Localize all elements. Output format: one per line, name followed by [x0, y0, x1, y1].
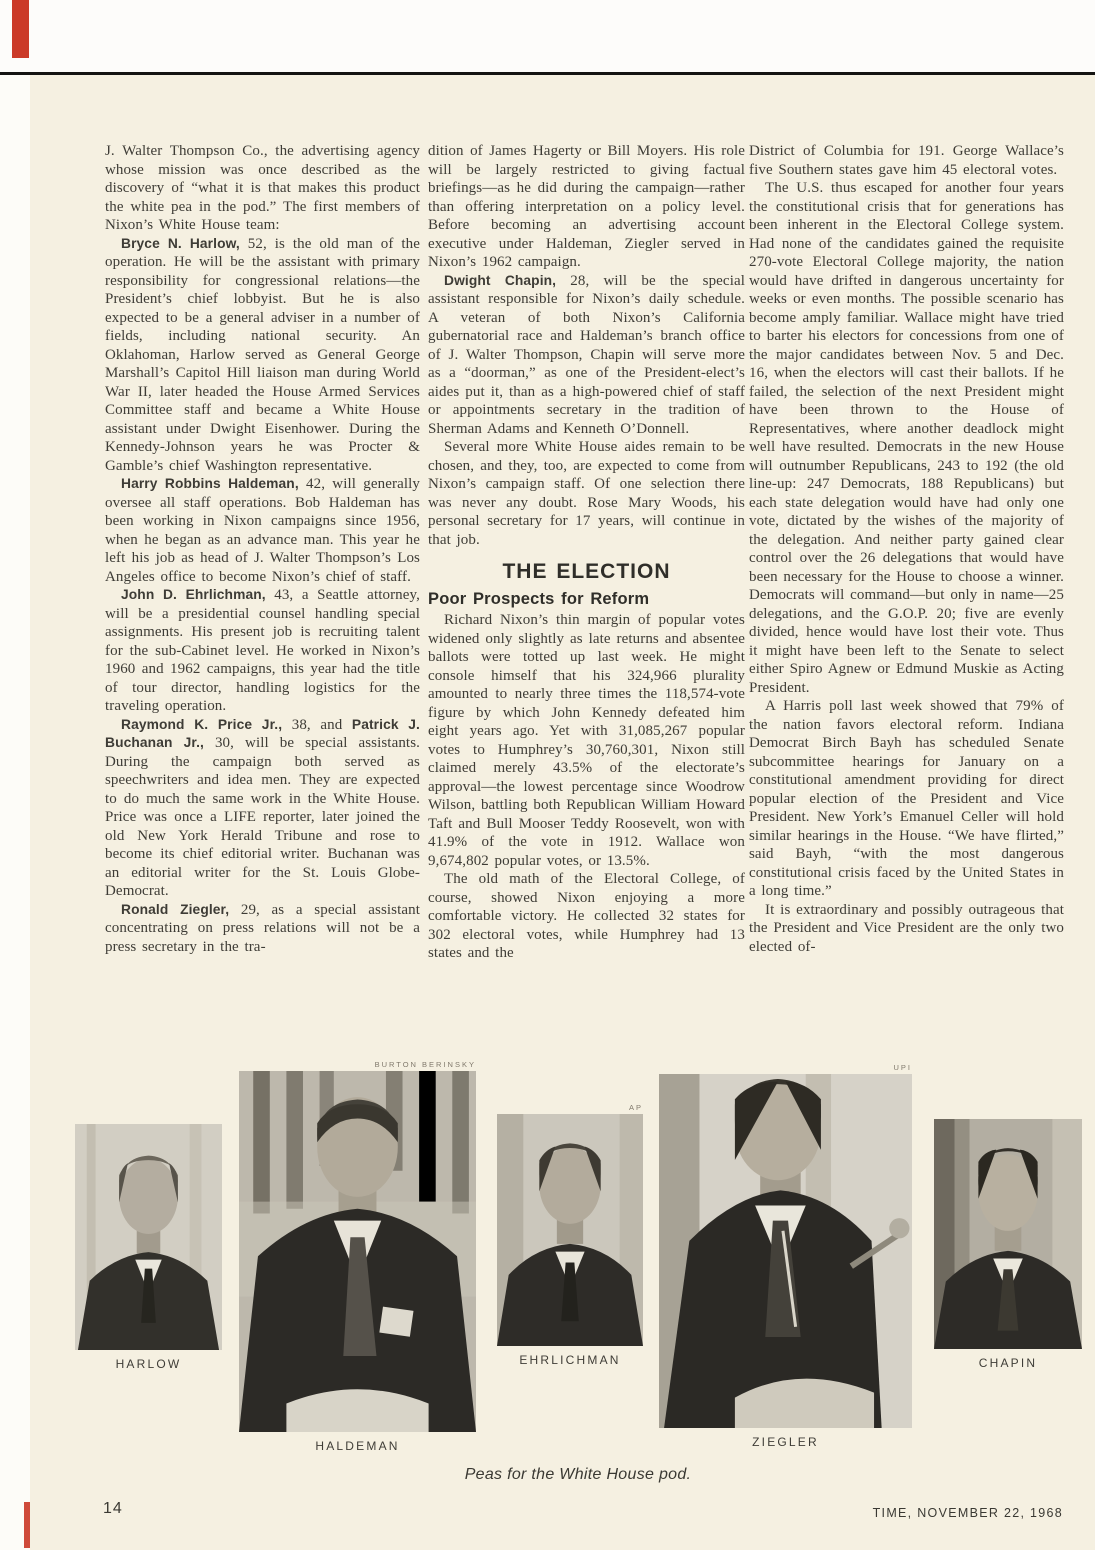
article-column-2 — [428, 142, 745, 1090]
article-paragraph: J. Walter Thompson Co., the advertising agency whose mission was once described as the discovery of “what it is that makes this product the white pea in the pod.” The first members of Nixon’s White House team: — [105, 143, 420, 233]
section-heading: THE ELECTION — [502, 560, 671, 583]
article-paragraph: Dwight Chapin, 28, will be the special assistant responsible for Nixon’s daily schedule. A veteran of both Nixon’s California gubernatorial race and Haldeman’s branch office of J. Walter Thompson, Chapin will serve more as a “doorman,” as one of the President-elect’s aides put it, than as a high-powered chief of staff or appointments secretary in the tradition of Sherman Adams and Kenneth O’Donnell. — [428, 272, 745, 437]
photo-caption-chapin: CHAPIN — [978, 1356, 1038, 1370]
photo-group-caption: Peas for the White House pod. — [464, 1466, 692, 1483]
article-paragraph: A Harris poll last week showed that 79% of the nation favors electoral reform. Indiana Democrat Birch Bayh has scheduled Senate subcommittee hearings for January on a constitutional amendment providing for direct popular election of the President and Vice President. New York’s Emanuel Celler will hold similar hearings in the House. “We have flirted,” said Bayh, “with the most dangerous constitutional crisis faced by the United States in a long time.” — [749, 698, 1064, 899]
harlow-photo — [75, 1124, 222, 1371]
photo-caption-ehrlichman: EHRLICHMAN — [519, 1353, 621, 1367]
photo-credit-ziegler: UPI — [893, 1063, 912, 1072]
haldeman-portrait-illustration — [239, 1071, 476, 1432]
section-subheading: Poor Prospects for Reform — [428, 589, 650, 608]
ehrlichman-photo — [497, 1103, 643, 1367]
chapin-photo — [934, 1119, 1082, 1370]
photo-credit-ehrlichman: AP — [628, 1103, 643, 1112]
article-paragraph: It is extraordinary and possibly outrageous that the President and Vice President are the only two elected of- — [749, 901, 1064, 955]
article-paragraph: Ronald Ziegler, 29, as a special assistant concentrating on press relations will not be a press secretary in the tra- — [105, 901, 420, 955]
footer-magazine-date: TIME, NOVEMBER 22, 1968 — [872, 1506, 1063, 1520]
article-paragraph: The old math of the Electoral College, of course, showed Nixon enjoying a more comfortable victory. He collected 32 states for 302 electoral votes, while Humphrey had 13 states and the — [428, 871, 745, 961]
article-paragraph: Bryce N. Harlow, 52, is the old man of the operation. He will be the assistant with primary responsibility for congressional relations—the President’s chief lobbyist. But he is also expected to be a general adviser in a number of fields, including national security. An Oklahoman, Harlow served as General George Marshall’s Capitol Hill liaison man during World War II, later headed the House Armed Services Committee staff and became a White House assistant under Dwight Eisenhower. During the Kennedy-Johnson years he was Procter & Gamble’s chief Washington representative. — [105, 235, 420, 474]
article-column-1 — [105, 142, 420, 1090]
article-column-3 — [749, 142, 1064, 1090]
ziegler-photo — [659, 1063, 912, 1449]
article-paragraph: The U.S. thus escaped for another four years the constitutional crisis that for generations has been inherent in the Electoral College system. Had none of the candidates gained the requisite 270-vote Electoral College majority, the nation would have drifted in dangerous uncertainty for weeks or even months. The possible scenario has become amply familiar. Wallace might have tried to barter his electors for concessions from one of the major candidates between Nov. 5 and Dec. 16, when the electors will cast their ballots. If he failed, the selection of the next President might have been thrown to the House of Representatives, where another deadlock might well have resulted. Democrats in the new House will outnumber Republicans, 243 to 192 (the old line-up: 247 Democrats, 188 Republicans) but each state delegation would have had only one vote, dictated by the wishes of the majority of the delegation. And neither party gained clear control over the 26 delegations that would have been necessary for the House to choose a winner. Democrats will command—but only in name—25 delegations, and the G.O.P. 20; five are evenly divided, hence would have lost their vote. Thus it might have been left to the Senate to select either Spiro Agnew or Edmund Muskie as Acting President. — [749, 180, 1064, 696]
ehrlichman-portrait-illustration — [497, 1114, 643, 1346]
chapin-portrait-illustration — [934, 1119, 1082, 1349]
article-paragraph: John D. Ehrlichman, 43, a Seattle attorney, will be a presidential counsel handling special assignments. His present job is recruiting talent for the sub-Cabinet level. He worked in Nixon’s 1960 and 1962 campaigns, this year had the title of tour director, handling logistics for the traveling operation. — [105, 587, 420, 714]
article-paragraph: dition of James Hagerty or Bill Moyers. His role will be largely restricted to giving factual briefings—as he did during the campaign—rather than offering interpretation on a policy level. Before becoming an advertising account executive under Haldeman, Ziegler served in Nixon’s 1962 campaign. — [428, 143, 745, 270]
page-number: 14 — [103, 1500, 123, 1517]
article-paragraph: District of Columbia for 191. George Wallace’s five Southern states gave him 45 electoral votes. — [749, 143, 1064, 178]
ziegler-portrait-illustration — [659, 1074, 912, 1428]
photo-credit-haldeman: BURTON BERINSKY — [374, 1060, 476, 1069]
haldeman-photo — [239, 1060, 476, 1453]
photo-caption-haldeman: HALDEMAN — [315, 1439, 400, 1453]
article-paragraph: Several more White House aides remain to be chosen, and they, too, are expected to come from Nixon’s campaign staff. Of one selection there was never any doubt. Rose Mary Woods, his personal secretary for 17 years, will continue in that job. — [428, 439, 745, 548]
article-paragraph: Richard Nixon’s thin margin of popular votes widened only slightly as late returns and absentee ballots were totted up last week. He might console himself that his 324,966 plurality amounted to nearly three times the 118,574-vote figure by which John Kennedy defeated him eight years ago. Yet with 31,085,267 popular votes to Humphrey’s 30,760,301, Nixon still claimed merely 43.5% of the electorate’s approval—the lowest percentage since Woodrow Wilson, battling both Republican William Howard Taft and Bull Mooser Teddy Roosevelt, won with 41.9% of the vote in 1912. Wallace won 9,674,802 popular votes, or 13.5%. — [428, 612, 745, 869]
article-paragraph: Raymond K. Price Jr., 38, and Patrick J. Buchanan Jr., 30, will be special assistants. During the campaign both served as speechwriters and idea men. They are expected to do much the same work in the White House. Price was once a LIFE reporter, later joined the old New York Herald Tribune and rose to become its chief editorial writer. Buchanan was an editorial writer for the St. Louis Globe-Democrat. — [105, 716, 420, 899]
photo-caption-ziegler: ZIEGLER — [752, 1435, 819, 1449]
harlow-portrait-illustration — [75, 1124, 222, 1350]
magazine-page — [30, 75, 1095, 1550]
red-page-edge-top — [12, 0, 29, 58]
stacked-page-edges — [4, 75, 30, 1550]
article-paragraph: Harry Robbins Haldeman, 42, will generally oversee all staff operations. Bob Haldeman has been working in Nixon campaigns since 1956, when he began as an advance man. This year he left his job as head of J. Walter Thompson’s Los Angeles office to become Nixon’s chief of staff. — [105, 476, 420, 585]
scan-top-margin — [0, 0, 1095, 72]
photo-caption-harlow: HARLOW — [115, 1357, 182, 1371]
